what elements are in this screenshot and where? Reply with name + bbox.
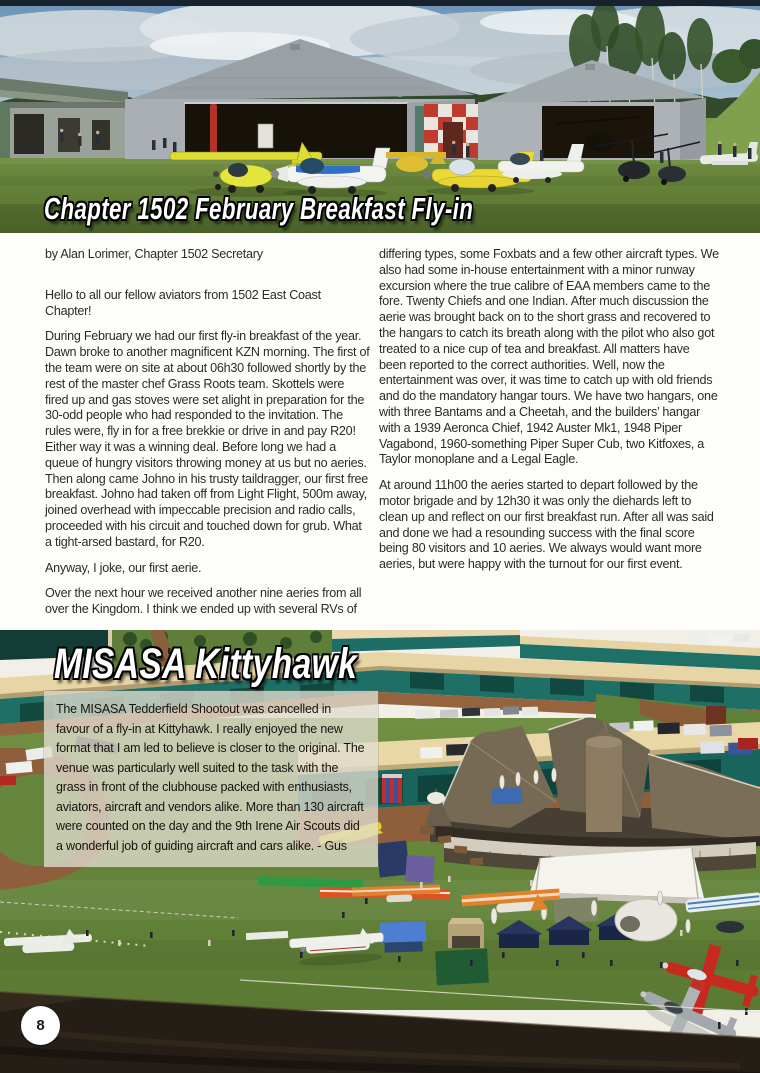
- page-number-badge: [21, 1006, 60, 1045]
- navy-canopy: [376, 841, 409, 878]
- paragraph: Hello to all our fellow aviators from 1502 East Coast Chapter!: [45, 287, 321, 318]
- paragraph: At around 11h00 the aeries started to depart followed by the motor brigade and by 12h30 it was only the diehards left to clean up and reflect on our first breakfast run. After all was said and done we had a resounding success with the final score being 80 visitors and 10 aeries. We always would want more aeries, but were happy with the turnout for our first event.: [379, 478, 714, 572]
- article-right-column: [379, 247, 719, 583]
- white-umbrella: [427, 792, 445, 804]
- overlay-text: The MISASA Tedderfield Shootout was cancelled in favour of a fly-in at Kittyhawk. I really enjoyed the new format that I am led to believe is closer to the original. The venue was particularly well suited to the task with the grass in front of the clubhouse packed with enthusiasts, aviators, aircraft and vendors alike. More than 130 aircraft were counted on the day and the 9th Irene Air Scouts did a wonderful job of guiding aircraft and cars alike. - Gus: [56, 702, 365, 853]
- paragraph: differing types, some Foxbats and a few other aircraft types. We also had some in-house entertainment with a minor runway excursion where the true calibre of EAA members came to the fore. Twenty Chiefs and one Indian. After much discussion the aerie was brought back on to the short grass and recovered to the hangars to catch its breath along with the pilot who also got treated to a nice cup of tea and breakfast. All matters have been reported to the correct authorities. Well, now the entertainment was over, it was time to catch up with old friends and do the mandatory hangar tours. We have two hangars, one with three Bantams and a Cheetah, and the builders’ hangar with a 1939 Aeronca Chief, 1942 Auster Mk1, 1948 Piper Vagabond, 1960-something Piper Super Cub, two Kitfoxes, a Taylor monoplane and a Legal Eagle.: [379, 247, 719, 467]
- article1-title: Chapter 1502 February Breakfast Fly-in: [44, 191, 474, 226]
- khaki-shed-tent: [448, 918, 484, 948]
- article-byline: by Alan Lorimer, Chapter 1502 Secretary: [45, 247, 263, 261]
- paragraph: Over the next hour we received another nine aeries from all over the Kingdom. I think we ended up with several RVs of: [45, 586, 362, 617]
- article-left-column: [45, 247, 370, 628]
- blue-canopy-tent: [380, 921, 427, 953]
- dark-hull: [716, 921, 744, 933]
- checkered-building: [415, 104, 480, 158]
- clubhouse-shed: [0, 78, 128, 158]
- paragraph: During February we had our first fly-in breakfast of the year. Dawn broke to another magnificent KZN morning. The first of the team were on site at about 06h30 followed shortly by the rest of the master chef Grass Roots team. Skottels were fired up and gas stoves were set alight in preparation for the 30-odd people who had responded to the invitation. The rules were, fly in for a free brekkie or drive in and pay R20! Either way it was a winning deal. Before long we had a queue of hungry visitors throwing money at us but no aeries. Then along came Johno in his trusty taildragger, our first free breakfast. Johno had taken off from Light Flight, 500m away, joined overhead with impeccable precision and radio calls, proceeded with his circuit and touched down for grub. What a tight-arsed bastard, for R20.: [45, 329, 370, 549]
- white-dome-tent: [615, 899, 677, 941]
- bouncy-castle: [382, 774, 402, 803]
- article2-title: MISASA Kittyhawk: [54, 640, 358, 688]
- article2-overlay-text-box: [44, 691, 378, 867]
- purple-tent: [405, 855, 435, 883]
- paragraph: Anyway, I joke, our first aerie.: [45, 560, 202, 575]
- green-mat: [435, 949, 489, 986]
- tower: [586, 742, 622, 832]
- page-number: 8: [36, 1017, 45, 1034]
